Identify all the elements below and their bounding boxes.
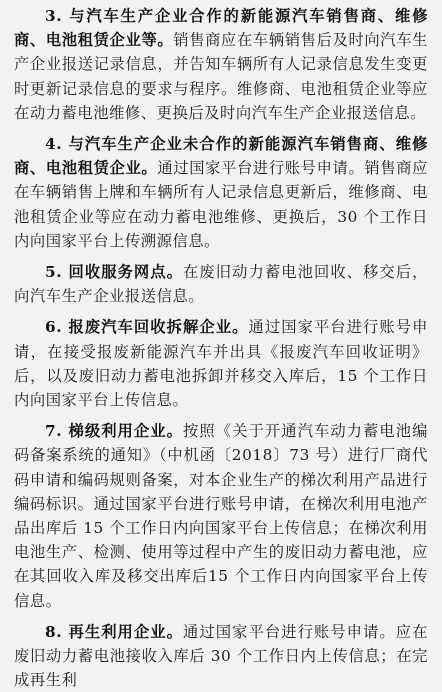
paragraph-3-heading: 3. 与汽车生产企业合作的新能源汽车销售商、维修商、电池租赁企业等。 bbox=[14, 7, 428, 50]
paragraph-7-heading: 7. 梯级利用企业。 bbox=[45, 422, 184, 441]
paragraph-7 bbox=[14, 419, 428, 613]
paragraph-8-text: 通过国家平台进行账号申请。应在废旧动力蓄电池接收入库后 30 个工作日内上传信息；在完成再生利 bbox=[14, 622, 428, 690]
paragraph-5-text: 在废旧动力蓄电池回收、移交后，向汽车生产企业报送信息。 bbox=[14, 263, 428, 306]
paragraph-7-text: 按照《关于开通汽车动力蓄电池编码备案系统的通知》（中机函〔2018〕73 号）进行厂商代码申请和编码规则备案，对本企业生产的梯次利用产品进行编码标识。通过国家平台进行账号申请，在梯次利用电池产品出库后 15 个工作日内向国家平台上传信息；在梯次利用电池生产、检测、使用等过程中产生的废旧动力蓄电池，应在其回收入库及移交出库后15 个工作日内向国家平台上传信息。 bbox=[14, 422, 428, 610]
paragraph-3-text: 销售商应在车辆销售后及时向汽车生产企业报送记录信息，并告知车辆所有人记录信息发生变更时更新记录信息的要求与程序。维修商、电池租赁企业等应在动力蓄电池维修、更换后及时向汽车生产企业报送信息。 bbox=[14, 31, 428, 122]
paragraph-5-heading: 5. 回收服务网点。 bbox=[45, 263, 184, 282]
paragraph-4 bbox=[14, 132, 428, 253]
paragraph-5 bbox=[14, 260, 428, 308]
paragraph-6 bbox=[14, 315, 428, 412]
paragraph-8 bbox=[14, 620, 428, 692]
paragraph-6-text: 通过国家平台进行账号申请，在接受报废新能源汽车并出具《报废汽车回收证明》后，以及废旧动力蓄电池拆卸并移交入库后，15 个工作日内向国家平台上传信息。 bbox=[14, 318, 428, 410]
paragraph-8-heading: 8. 再生利用企业。 bbox=[45, 622, 184, 641]
paragraph-4-heading: 4. 与汽车生产企业未合作的新能源汽车销售商、维修商、电池租赁企业。 bbox=[14, 135, 428, 178]
paragraph-3 bbox=[14, 4, 428, 125]
paragraph-4-text: 通过国家平台进行账号申请。销售商应在车辆销售上牌和车辆所有人记录信息更新后，维修商、电池租赁企业等应在动力蓄电池维修、更换后，30 个工作日内向国家平台上传溯源信息。 bbox=[14, 159, 429, 250]
paragraph-6-heading: 6. 报废汽车回收拆解企业。 bbox=[45, 318, 249, 337]
